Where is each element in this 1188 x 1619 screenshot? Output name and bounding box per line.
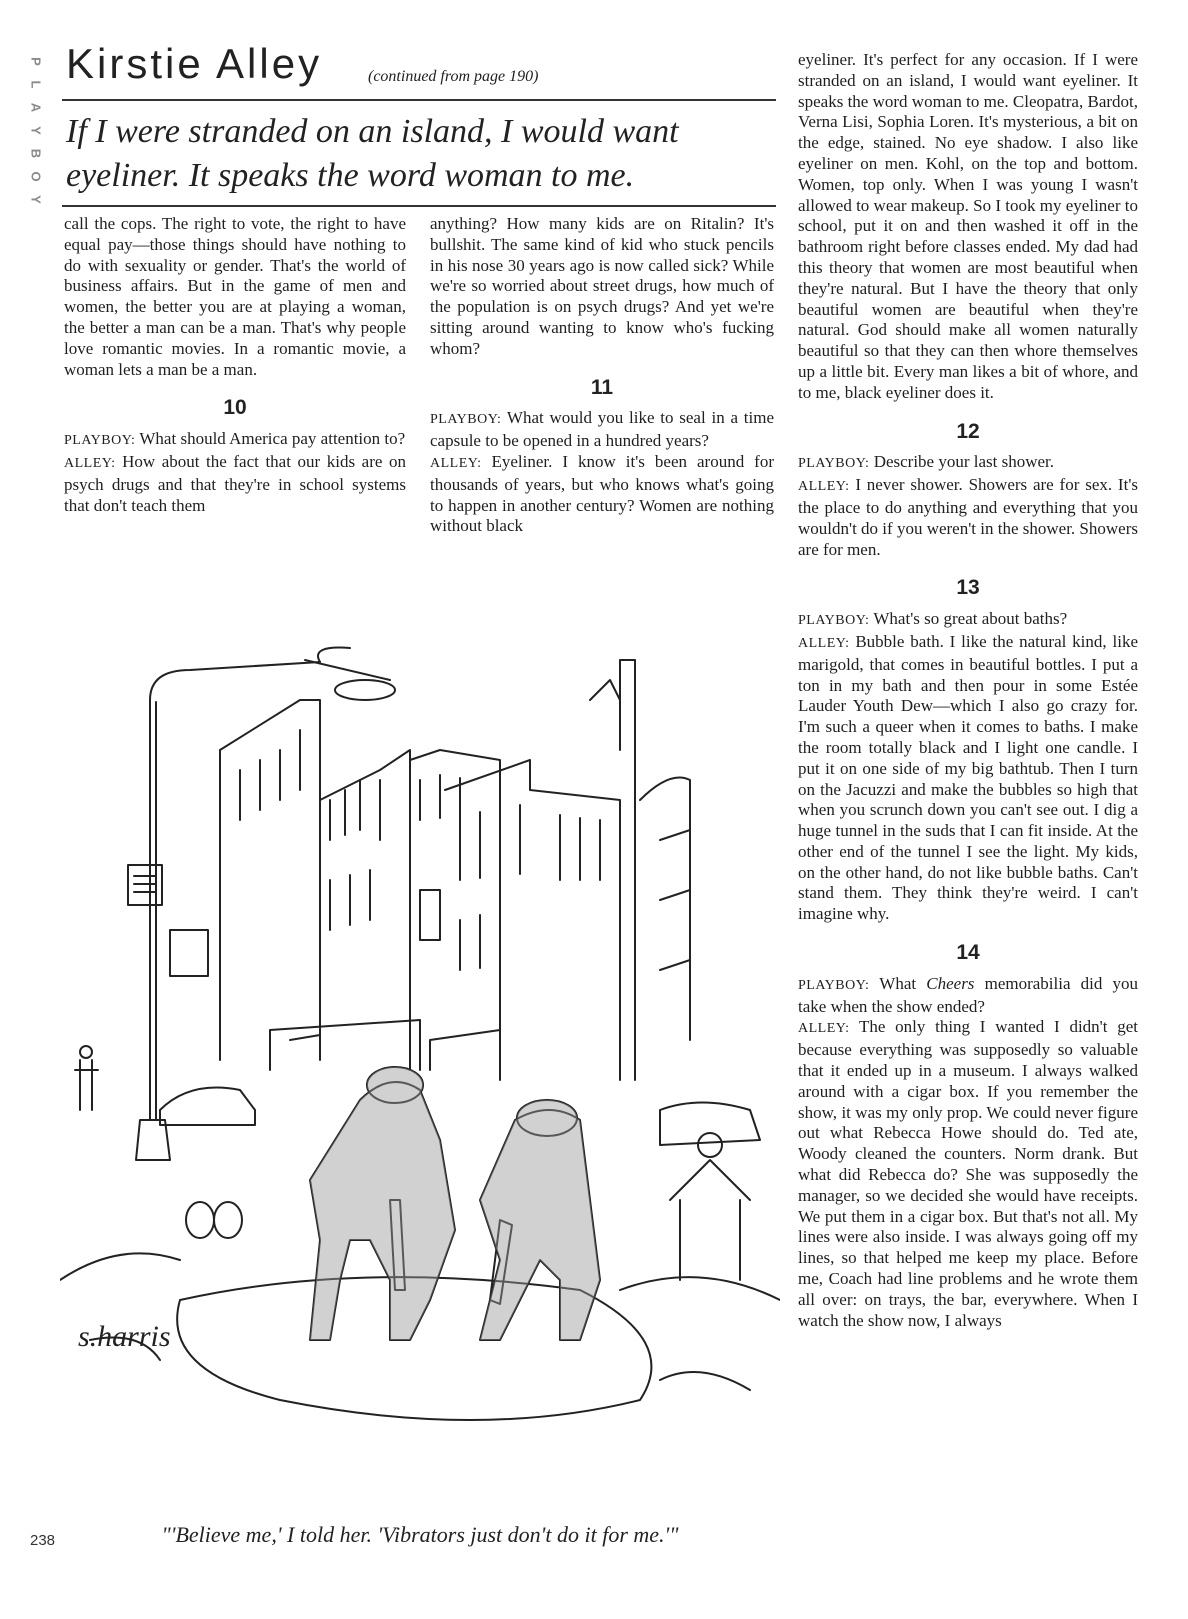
body-paragraph: eyeliner. It's perfect for any occasion. If I were stranded on an island, I would want eyeliner. It speaks the word woman to me. Cleopatra, Bardot, Verna Lisi, Sophia Loren. It's mysterious, a bit on the edge, stained. No eye shadow. I also like eyeliner on men. Kohl, on the top and bottom. Women, top only. When I was young I wasn't allowed to wear makeup. So I took my eyeliner to school, put it on and then washed it off in the bathroom right before classes ended. My dad had this theory that women are most beautiful when they're natural. But I have the theory that only beautiful women are beautiful when they're natural. God should make all women naturally beautiful so that they can then whore themselves up a little bit. Every man likes a bit of whore, and to me, black eyeliner does it. (798, 50, 1138, 402)
question-number: 11 (590, 375, 614, 399)
speaker-label: PLAYBOY: (430, 412, 502, 428)
speaker-label: PLAYBOY: (798, 456, 870, 472)
question-number: 13 (956, 576, 980, 600)
masthead-letter: Y (28, 126, 44, 135)
question-text: What (879, 973, 917, 993)
answer (798, 1017, 1138, 1331)
masthead-letter: B (28, 148, 44, 159)
answer-text: How about the fact that our kids are on psych drugs and that they're in school systems that don't teach them (64, 451, 406, 515)
column-2 (430, 214, 774, 537)
speaker-label: ALLEY: (798, 635, 850, 651)
masthead-vertical (22, 50, 42, 211)
question-number: 14 (956, 941, 980, 965)
column-1 (64, 214, 406, 516)
speaker-label: PLAYBOY: (64, 433, 136, 449)
answer (798, 475, 1138, 560)
speaker-label: ALLEY: (798, 1021, 850, 1037)
cartoonist-signature: s.harris (78, 1320, 171, 1353)
speaker-label: ALLEY: (430, 455, 482, 471)
question-text: What should America pay attention to? (139, 429, 406, 449)
show-title: Cheers (926, 973, 975, 993)
masthead-letter: O (28, 171, 44, 182)
rule-top (62, 99, 776, 101)
body-paragraph: anything? How many kids are on Ritalin? It's bullshit. The same kind of kid who stuck pencils in his nose 30 years ago is now called sick? While we're so worried about street drugs, how much of the population is on psych drugs? And yet we're sitting around wanting to know who's fucking whom? (430, 214, 774, 358)
answer (64, 452, 406, 516)
question-number: 10 (223, 396, 247, 420)
speaker-label: ALLEY: (798, 479, 850, 495)
question-text: memorabilia did you take when the show ended? (798, 973, 1139, 1016)
question (798, 974, 1138, 1018)
masthead-letter: Y (28, 195, 44, 204)
answer-text: Eyeliner. I know it's been around for thousands of years, but who knows what's going to happen in another century? Women are nothing without black (430, 451, 775, 536)
question-number: 12 (956, 419, 980, 443)
cartoon-illustration (60, 640, 780, 1510)
question (798, 609, 1138, 632)
body-paragraph: call the cops. The right to vote, the right to have equal pay—those things should have nothing to do with sexuality or gender. That's the world of business affairs. But in the game of men and women, the better you are at playing a woman, the better a man can be a man. That's why people love romantic movies. In a romantic movie, a woman lets a man be a man. (64, 214, 406, 379)
pull-quote: If I were stranded on an island, I would want eyeliner. It speaks the word woman to me. (66, 113, 679, 194)
answer-text: Bubble bath. I like the natural kind, like marigold, that comes in beautiful bottles. I put a ton in my bath and then pour in some Estée Lauder Youth Dew—which I also go crazy for. I'm such a queer when it comes to baths. I make the room totally black and I light one candle. I put it on one side of my big bathtub. Then I turn on the Jacuzzi and make the bubbles so high that when you scrunch down you can't see out. I dig a huge tunnel in the suds that I can fit inside. At the other end of the tunnel I see the light. My kids, on the other hand, do not like bubble baths. Can't stand them. They think they're weird. I can't imagine why. (798, 631, 1139, 924)
question (798, 452, 1138, 475)
masthead-letter: A (28, 102, 44, 113)
speaker-label: PLAYBOY: (798, 613, 870, 629)
question-text: What's so great about baths? (873, 609, 1068, 629)
cartoon-caption: "'Believe me,' I told her. 'Vibrators just don't do it for me.'" (161, 1522, 679, 1547)
speaker-label: ALLEY: (64, 455, 116, 471)
article-title: Kirstie Alley (66, 40, 323, 87)
answer (430, 452, 774, 537)
answer (798, 632, 1138, 925)
rule-bottom (62, 205, 776, 207)
question (430, 408, 774, 452)
question (64, 429, 406, 452)
answer-text: The only thing I wanted I didn't get because everything was supposedly so valuable that it ended up in a museum. I always walked around with a cigar box. If you remember the show, it was my only prop. We could never figure out what Rebecca Howe should do. Ted ate, Woody cleaned the counters. Norm drank. But what did Rebecca do? She was supposedly the manager, so we decided she would have receipts. We put them in a cigar box. But that's not all. My lines were also inside. I was always going off my lines, so that helped me keep my place. Before me, Coach had line problems and he wrote them all over: on trays, the bar, everywhere. When I watch the show now, I always (798, 1017, 1138, 1330)
masthead-letter: L (28, 80, 44, 89)
speaker-label: PLAYBOY: (798, 977, 870, 993)
continued-note: (continued from page 190) (368, 68, 539, 85)
masthead-letter: P (28, 57, 44, 66)
answer-text: I never shower. Showers are for sex. It's the place to do anything and everything that you wouldn't do if you weren't in the shower. Showers are for men. (798, 475, 1138, 559)
column-3 (798, 50, 1138, 1331)
question-text: What would you like to seal in a time capsule to be opened in a hundred years? (430, 408, 774, 451)
question-text: Describe your last shower. (873, 452, 1055, 472)
page-number: 238 (30, 1532, 56, 1549)
